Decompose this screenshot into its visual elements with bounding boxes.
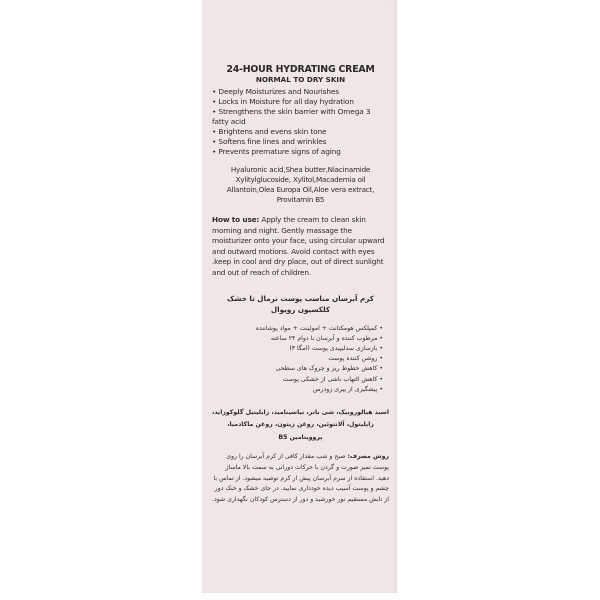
benefits-list	[212, 87, 389, 157]
persian-benefit-item: • پیشگیری از پیری زودرس	[313, 385, 383, 393]
how-to-use-label: How to use:	[212, 215, 260, 224]
persian-how-to-use-text: صبح و شب مقدار کافی از کرم آبرسان را روی پوست تمیز صورت و گردن با حرکات دورانی به سمت بالا ماساژ دهید. استفاده از سرم آبرسان پیش از کرم توصیه میشود. از تماس با چشم و پوست آسیب دیده خودداری نمایید. در جای خشک و خنک دور از تابش مستقیم نور خورشید و دور از دسترس کودکان نگهداری شود.	[212, 453, 389, 503]
persian-how-to-use	[212, 452, 389, 505]
benefit-item: • Strengthens the skin barrier with Omega 3 fatty acid	[212, 107, 371, 126]
persian-benefit-item: • کاهش التهاب ناشی از خشکی پوست	[282, 375, 383, 383]
benefit-item: • Softens fine lines and wrinkles	[212, 137, 327, 146]
persian-benefit-item: • روشن کننده پوست	[328, 355, 383, 363]
benefit-item: • Brightens and evens skin tone	[212, 127, 327, 136]
persian-title	[212, 293, 389, 315]
persian-title-line1: کرم آبرسان مناسب پوست نرمال تا خشک	[227, 293, 374, 303]
product-title: 24-HOUR HYDRATING CREAM	[226, 64, 375, 75]
persian-ingredients-text: اسید هیالورونیک، شی باتر، نیاسینامید، زایلیتیل گلوکوزاید، زایلیتول، آلانتوئین، روغن زیتون، روغن ماکادمیا، پروویتامین B5	[212, 408, 389, 441]
label-content	[212, 64, 389, 505]
persian-benefit-item: • بازسازی سدلیپیدی پوست (امگا ۳)	[289, 344, 383, 352]
benefit-item: • Prevents premature signs of aging	[212, 147, 341, 156]
persian-title-line2: کلکسیون رویوال	[270, 304, 331, 314]
persian-benefit-item: • مرطوب کننده و آبرسان با دوام ۲۴ ساعته	[270, 334, 383, 342]
product-subtitle: NORMAL TO DRY SKIN	[255, 75, 346, 84]
product-box-panel	[202, 0, 397, 593]
persian-how-to-use-label: روش مصرف:	[347, 453, 389, 461]
benefit-item: • Locks in Moisture for all day hydration	[212, 97, 354, 106]
persian-benefits-list	[212, 324, 389, 395]
persian-benefit-item: • کمپلکس هومکتانت + امولینت + مواد پوشاننده	[255, 324, 383, 332]
persian-benefit-item: • کاهش خطوط ریز و چروک های سطحی	[275, 365, 383, 373]
ingredients-text: Hyaluronic acid,Shea butter,Niacinamide Xylitylglucoside, Xylitol,Macademia oil Allantoin,Olea Europa Oil,Aloe vera extract, Provitamin B5	[226, 165, 375, 204]
how-to-use	[212, 215, 389, 279]
how-to-use-text: Apply the cream to clean skin morning and night. Gently massage the moisturizer onto your face, using circular upward and outward motions. Avoid contact with eyes .keep in cool and dry place, out of direct sunlight and out of reach of children.	[212, 215, 385, 277]
benefit-item: • Deeply Moisturizes and Nourishes	[212, 87, 339, 96]
